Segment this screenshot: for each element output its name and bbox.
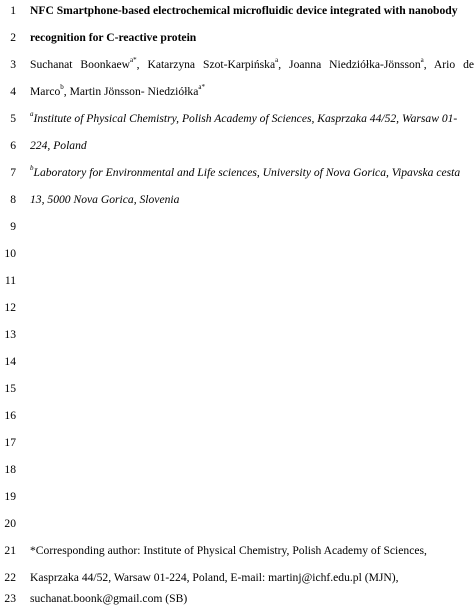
affiliation-b-line-1	[30, 163, 474, 183]
line-number: 22	[4, 571, 16, 584]
line-10	[0, 244, 474, 264]
affiliation-a-text: Institute of Physical Chemistry, Polish Academy of Sciences, Kasprzaka 44/52, Warsaw 01-	[33, 112, 458, 125]
line-number: 18	[4, 463, 16, 476]
affiliation-a-line-2: 224, Poland	[30, 139, 87, 152]
author-affiliation-mark: a	[275, 56, 279, 65]
line-number: 16	[4, 409, 16, 422]
line-number: 8	[10, 193, 16, 206]
author-list-line-1	[30, 55, 474, 75]
author-name: , Joanna Niedziółka-Jönsson	[278, 58, 421, 71]
line-number: 13	[4, 328, 16, 341]
line-number: 17	[4, 436, 16, 449]
line-4	[0, 82, 474, 102]
line-12	[0, 298, 474, 318]
line-20	[0, 514, 474, 534]
line-17	[0, 433, 474, 453]
title-line-2: recognition for C-reactive protein	[30, 31, 197, 44]
line-3	[0, 55, 474, 75]
line-14	[0, 352, 474, 372]
line-number: 11	[4, 274, 16, 287]
line-number: 21	[4, 544, 16, 557]
line-number: 20	[4, 517, 16, 530]
line-19	[0, 487, 474, 507]
line-13	[0, 325, 474, 345]
line-number: 5	[10, 112, 16, 125]
corresponding-author-line-1: *Corresponding author: Institute of Physical Chemistry, Polish Academy of Sciences,	[30, 544, 427, 557]
line-22	[0, 568, 474, 588]
line-7	[0, 163, 474, 183]
corresponding-author-line-2: Kasprzaka 44/52, Warsaw 01-224, Poland, E-mail: martinj@ichf.edu.pl (MJN),	[30, 571, 399, 584]
line-6	[0, 136, 474, 156]
affiliation-mark: a	[30, 110, 34, 119]
author-name: , Katarzyna Szot-Karpińska	[136, 58, 276, 71]
line-2	[0, 28, 474, 48]
author-name: Marco	[30, 85, 61, 98]
line-8	[0, 190, 474, 210]
line-1	[0, 1, 474, 21]
line-number: 1	[10, 4, 16, 17]
line-number: 12	[4, 301, 16, 314]
author-name: Suchanat Boonkaew	[30, 58, 131, 71]
affiliation-mark: b	[30, 164, 34, 173]
author-affiliation-mark: a*	[198, 83, 205, 92]
line-number: 9	[10, 220, 16, 233]
author-name: , Martin Jönsson- Niedziółka	[63, 85, 199, 98]
line-number: 6	[10, 139, 16, 152]
line-11	[0, 271, 474, 291]
line-number: 4	[10, 85, 16, 98]
author-affiliation-mark: a*	[130, 56, 137, 65]
line-number: 10	[4, 247, 16, 260]
line-number: 15	[4, 382, 16, 395]
line-number: 23	[4, 592, 16, 605]
line-9	[0, 217, 474, 237]
affiliation-a-line-1	[30, 109, 474, 129]
line-number: 19	[4, 490, 16, 503]
affiliation-b-line-2: 13, 5000 Nova Gorica, Slovenia	[30, 193, 180, 206]
line-number: 3	[10, 58, 16, 71]
line-number: 7	[10, 166, 16, 179]
line-21	[0, 541, 474, 561]
corresponding-author-line-3: suchanat.boonk@gmail.com (SB)	[30, 592, 188, 605]
title-line-1: NFC Smartphone-based electrochemical microfluidic device integrated with nanobody	[30, 4, 458, 17]
line-23	[0, 589, 474, 609]
line-number: 14	[4, 355, 16, 368]
line-15	[0, 379, 474, 399]
line-number: 2	[10, 31, 16, 44]
line-18	[0, 460, 474, 480]
author-affiliation-mark: b	[60, 83, 64, 92]
affiliation-b-text: Laboratory for Environmental and Life sciences, University of Nova Gorica, Vipavska cesta	[33, 166, 461, 179]
author-name: , Ario de	[423, 58, 474, 71]
author-list-line-2	[30, 82, 474, 102]
author-affiliation-mark: a	[420, 56, 424, 65]
line-5	[0, 109, 474, 129]
line-16	[0, 406, 474, 426]
